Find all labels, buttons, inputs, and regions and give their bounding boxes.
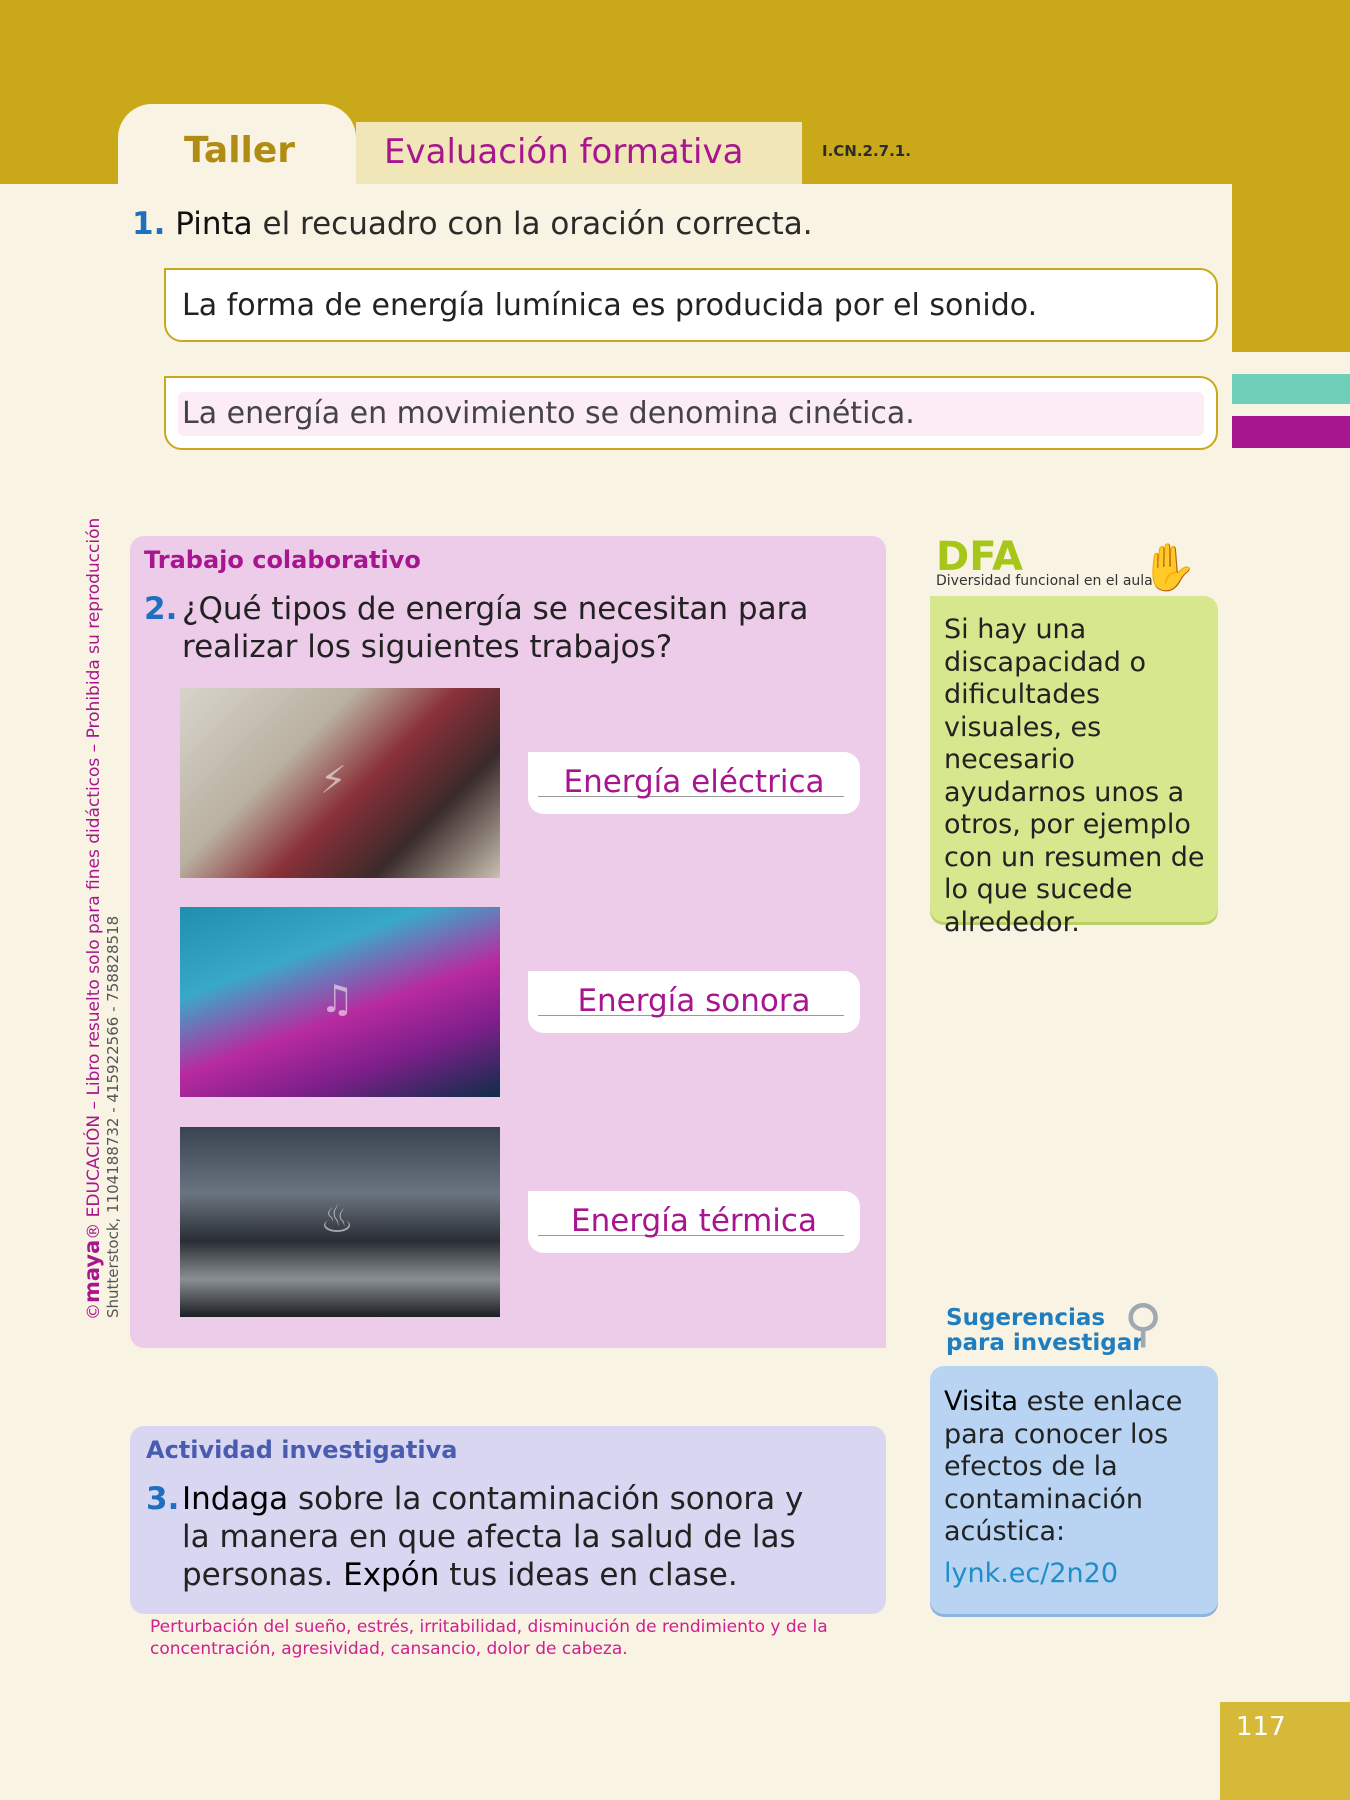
suggestions-title-line-2: para investigar [946,1330,1144,1356]
answer-box-1[interactable] [528,752,860,814]
dfa-subtitle: Diversidad funcional en el aula [936,573,1153,589]
dfa-text: Si hay una discapacidad o dificultades visuales, es necesario ayudarnos unos a otros, por ejemplo con un resumen de lo que sucede alrededor. [944,614,1205,938]
question-3-line-3b: tus ideas en clase. [439,1557,738,1593]
question-3-verb-1: Indaga [182,1481,289,1517]
image-credits: Shutterstock, 1104188732 - 415922566 - 758828518 [104,915,122,1318]
curriculum-code: I.CN.2.7.1. [822,142,911,160]
question-3-line-2: la manera en que afecta la salud de las [182,1519,796,1555]
answer-3-text: Energía térmica [571,1203,817,1239]
question-1-text: el recuadro con la oración correcta. [252,206,813,242]
teal-strip [1232,374,1350,404]
suggestions-title-line-1: Sugerencias [946,1305,1106,1331]
tab-evaluacion-label: Evaluación formativa [384,132,744,172]
question-3-verb-2: Expón [343,1557,440,1593]
question-1-verb: Pinta [175,206,253,242]
answer-1-text: Energía eléctrica [563,764,825,800]
question-2-line-1: ¿Qué tipos de energía se necesitan para [182,591,809,627]
registered-symbol: ® [84,1222,104,1240]
question-1 [132,206,813,242]
fire-icon: ♨ [320,1197,355,1241]
copyright-symbol: © [84,1303,104,1320]
question-3-line-3a: personas. [182,1557,344,1593]
question-3-line-1: sobre la contaminación sonora y [288,1481,804,1517]
question-1-number: 1. [132,206,166,242]
answer-option-1-text: La forma de energía lumínica es producida por el sonido. [182,288,1038,323]
answer-option-1[interactable] [164,268,1218,342]
question-2-line-2: realizar los siguientes trabajos? [182,629,673,665]
hand-icon: ✋ [1140,540,1198,594]
answer-box-3[interactable] [528,1191,860,1253]
suggestions-title [946,1306,1144,1356]
answer-box-2[interactable] [528,971,860,1033]
magnifier-icon: ⚲ [1124,1294,1163,1354]
investigative-activity-title: Actividad investigativa [146,1436,458,1464]
copyright-text: EDUCACIÓN – Libro resuelto solo para fines didácticos – Prohibida su reproducción [84,517,104,1223]
suggestions-text [944,1386,1204,1549]
question-2 [144,590,864,666]
magenta-strip [1232,416,1350,448]
suggestions-body: este enlace para conocer los efectos de la contaminación acústica: [944,1386,1183,1547]
question-3 [146,1480,870,1594]
dfa-logo: DFA [936,534,1023,580]
brand-logo: maya [80,1239,104,1303]
answer-option-2-text: La energía en movimiento se denomina cinética. [182,396,915,431]
page-number-box [1220,1702,1350,1800]
right-band [1232,184,1350,352]
music-icon: ♫ [320,977,355,1021]
suggestions-verb: Visita [944,1386,1019,1417]
photo-drilling [180,688,500,878]
tab-evaluacion [356,122,802,184]
photo-dj-mixer [180,907,500,1097]
copyright-side-text [80,480,104,1320]
question-2-number: 2. [144,591,178,627]
answer-option-2[interactable] [164,376,1218,450]
drill-icon: ⚡ [320,758,347,802]
page-number: 117 [1236,1712,1286,1742]
answer-2-text: Energía sonora [577,983,811,1019]
tab-taller [118,104,356,184]
collaborative-work-title: Trabajo colaborativo [144,546,421,574]
dfa-box [930,596,1218,938]
tab-taller-label: Taller [184,130,296,171]
question-3-answer: Perturbación del sueño, estrés, irritabilidad, disminución de rendimiento y de la concentración, agresividad, cansancio, dolor de cabeza. [150,1617,828,1659]
photo-kitchen-chef [180,1127,500,1317]
question-3-number: 3. [146,1481,180,1517]
suggestions-link[interactable]: lynk.ec/2n20 [944,1558,1119,1589]
